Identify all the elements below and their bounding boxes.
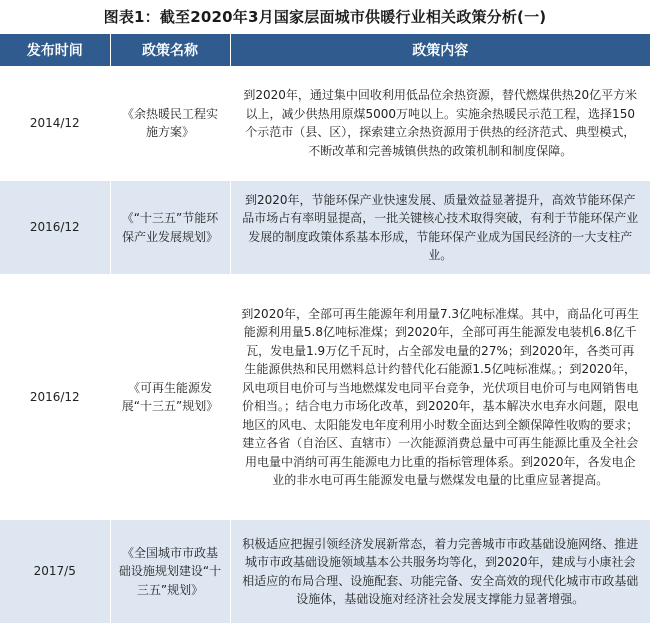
table-header-row — [0, 34, 650, 66]
table-row — [0, 66, 650, 181]
row-policy-content: 到2020年，全部可再生能源年利用量7.3亿吨标准煤。其中，商品化可再生能源利用量5.8亿吨标准煤；到2020年，全部可再生能源发电装机6.8亿千瓦，发电量1.9万亿千瓦时，占全部发电量的27%；到2020年，各类可再生能源供热和民用燃料总计约替代化石能源1.5亿吨标准煤。；到2020年，风电项目电价可与当地燃煤发电同平台竞争，光伏项目电价可与电网销售电价相当。；结合电力市场化改革，到2020年，基本解决水电弃水问题，限电地区的风电、太阳能发电年度利用小时数全面达到全额保障性收购的要求；建立各省（自治区、直辖市）一次能源消费总量中可再生能源比重及全社会用电量中消纳可再生能源电力比重的指标管理体系。到2020年，各发电企业的非水电可再生能源发电量与燃煤发电量的比重应显著提高。 — [230, 275, 650, 520]
header-date: 发布时间 — [0, 34, 110, 66]
row-date: 2016/12 — [0, 275, 110, 520]
row-date: 2017/5 — [0, 520, 110, 624]
row-policy-content: 到2020年，通过集中回收利用低品位余热资源，替代燃煤供热20亿平方米以上，减少供热用原煤5000万吨以上。实施余热暖民示范工程，选择150个示范市（县、区），探索建立余热资源用于供热的经济范式、典型模式，不断改革和完善城镇供热的政策机制和制度保障。 — [230, 66, 650, 181]
header-policy-name: 政策名称 — [110, 34, 230, 66]
table-row — [0, 181, 650, 275]
table-row — [0, 275, 650, 520]
policy-table — [0, 34, 650, 624]
header-policy-content: 政策内容 — [230, 34, 650, 66]
table-row — [0, 520, 650, 624]
row-policy-name: 《余热暖民工程实施方案》 — [110, 66, 230, 181]
row-policy-name: 《全国城市市政基础设施规划建设“十三五”规划》 — [110, 520, 230, 624]
row-date: 2014/12 — [0, 66, 110, 181]
row-policy-content: 到2020年，节能环保产业快速发展、质量效益显著提升，高效节能环保产品市场占有率明显提高，一批关键核心技术取得突破，有利于节能环保产业发展的制度政策体系基本形成，节能环保产业成为国民经济的一大支柱产业。 — [230, 181, 650, 275]
policy-table-wrap — [0, 34, 650, 624]
row-policy-name: 《“十三五”节能环保产业发展规划》 — [110, 181, 230, 275]
row-policy-content: 积极适应把握引领经济发展新常态，着力完善城市市政基础设施网络、推进城市市政基础设施领域基本公共服务均等化，到2020年，建成与小康社会相适应的布局合理、设施配套、功能完备、安全高效的现代化城市市政基础设施体，基础设施对经济社会发展支撑能力显著增强。 — [230, 520, 650, 624]
chart-title: 图表1：截至2020年3月国家层面城市供暖行业相关政策分析(一) — [103, 8, 547, 26]
row-policy-name: 《可再生能源发展“十三五”规划》 — [110, 275, 230, 520]
row-date: 2016/12 — [0, 181, 110, 275]
